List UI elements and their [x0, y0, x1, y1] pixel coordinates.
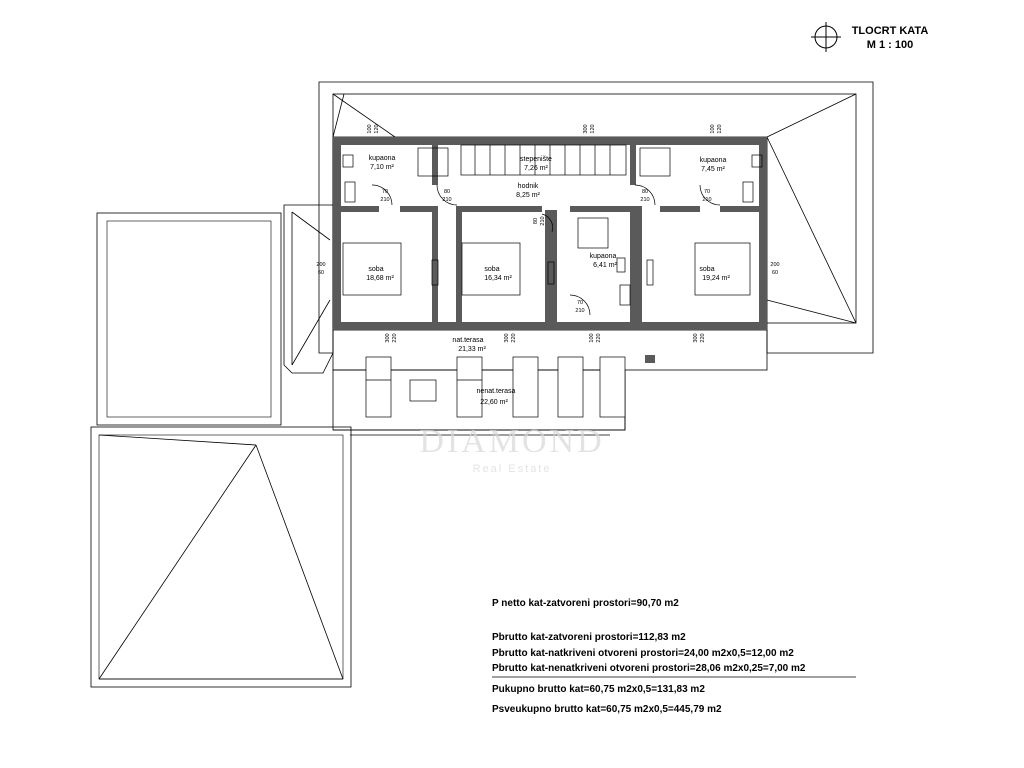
- drawing-scale: M 1 : 100: [866, 39, 914, 51]
- lower-roof: [91, 427, 351, 687]
- summary-netto: P netto kat-zatvoreni prostori=90,70 m2: [492, 598, 679, 609]
- watermark-sub: Real Estate: [472, 463, 552, 475]
- dim-80-210-a-top: 80: [443, 189, 451, 195]
- dim-100-120-b-top: 100: [710, 124, 716, 134]
- dim-300-220-c-top: 300: [693, 333, 699, 343]
- room-soba-left-area: 18,68 m²: [366, 275, 394, 282]
- room-stepeniste-name: stepenište: [520, 156, 552, 163]
- dim-200-60-right-top: 200: [770, 262, 780, 268]
- dim-70-210-b-bottom: 210: [702, 197, 712, 203]
- compass-cross-icon: [811, 22, 841, 52]
- room-soba-mid-area: 16,34 m²: [484, 275, 512, 282]
- dim-300-220-b-top: 300: [504, 333, 510, 343]
- room-hodnik-area: 8,25 m²: [516, 192, 540, 199]
- room-soba-mid-name: soba: [484, 266, 500, 273]
- dim-100-120-a-bottom: 120: [374, 124, 380, 134]
- dim-70-210-c-top: 70: [576, 300, 584, 306]
- room-hodnik-name: hodnik: [517, 183, 539, 190]
- room-kupaona-center-name: kupaona: [589, 253, 617, 260]
- dim-200-60-right-bottom: 60: [771, 270, 779, 276]
- room-nenat-terasa-name: nenat.terasa: [476, 388, 516, 395]
- dim-80-210-b-bottom: 210: [640, 197, 650, 203]
- dim-70-210-a-top: 70: [381, 189, 389, 195]
- room-kupaona-right-area: 7,45 m²: [701, 166, 725, 173]
- dim-80-210-c-top: 80: [533, 217, 539, 225]
- room-stepeniste-area: 7,26 m²: [524, 165, 548, 172]
- room-kupaona-right-name: kupaona: [699, 157, 727, 164]
- watermark: [419, 423, 604, 475]
- room-nat-terasa-area: 21,33 m²: [458, 346, 486, 353]
- dim-300-220-b-bottom: 220: [511, 333, 517, 343]
- dim-100-220-bottom: 220: [596, 333, 602, 343]
- room-soba-right-name: soba: [699, 266, 715, 273]
- summary-brutto-closed: Pbrutto kat-zatvoreni prostori=112,83 m2: [492, 632, 686, 643]
- summary-brutto-uncovered: Pbrutto kat-nenatkriveni otvoreni prostori=28,06 m2x0,25=7,00 m2: [492, 663, 806, 674]
- dim-300-120-top: 300: [583, 124, 589, 134]
- watermark-brand: DIAMOND: [419, 423, 605, 460]
- dim-100-120-a-top: 100: [367, 124, 373, 134]
- summary-brutto-covered: Pbrutto kat-natkriveni otvoreni prostori=24,00 m2x0,5=12,00 m2: [492, 648, 794, 659]
- room-kupaona-left-name: kupaona: [368, 155, 396, 162]
- summary-grand-total: Psveukupno brutto kat=60,75 m2x0,5=445,79 m2: [492, 704, 722, 715]
- room-nat-terasa-name: nat.terasa: [452, 337, 484, 344]
- dim-70-210-c-bottom: 210: [575, 308, 585, 314]
- dim-70-210-a-bottom: 210: [380, 197, 390, 203]
- room-soba-left-name: soba: [368, 266, 384, 273]
- summary-total-floor: Pukupno brutto kat=60,75 m2x0,5=131,83 m2: [492, 684, 705, 695]
- dim-300-220-a-top: 300: [385, 333, 391, 343]
- room-kupaona-left-area: 7,10 m²: [370, 164, 394, 171]
- dim-200-60-left-top: 200: [316, 262, 326, 268]
- left-roof-block: [97, 205, 333, 425]
- dim-300-120-bottom: 120: [590, 124, 596, 134]
- room-soba-right-area: 19,24 m²: [702, 275, 730, 282]
- roof-outline: [319, 82, 873, 353]
- dim-80-210-c-bottom: 210: [540, 216, 546, 226]
- room-kupaona-center-area: 6,41 m²: [593, 262, 617, 269]
- terrace-area: [333, 330, 767, 435]
- dim-300-220-c-bottom: 220: [700, 333, 706, 343]
- dim-200-60-left-bottom: 60: [317, 270, 325, 276]
- dim-70-210-b-top: 70: [703, 189, 711, 195]
- drawing-title: [850, 24, 930, 52]
- dim-80-210-b-top: 80: [641, 189, 649, 195]
- drawing-title-text: TLOCRT KATA: [851, 25, 929, 37]
- dim-100-220-top: 100: [589, 333, 595, 343]
- sun-loungers: [366, 357, 625, 417]
- dim-80-210-a-bottom: 210: [442, 197, 452, 203]
- dim-100-120-b-bottom: 120: [717, 124, 723, 134]
- room-nenat-terasa-area: 22,60 m²: [480, 399, 508, 406]
- dim-300-220-a-bottom: 220: [392, 333, 398, 343]
